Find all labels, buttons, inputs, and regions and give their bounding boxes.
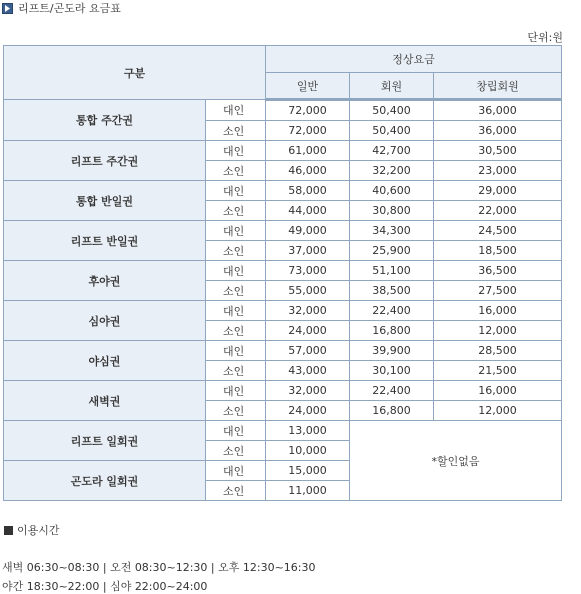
price-cell: 29,000: [434, 181, 562, 201]
age-child: 소인: [206, 481, 266, 501]
age-adult: 대인: [206, 100, 266, 121]
age-adult: 대인: [206, 261, 266, 281]
table-row: [4, 381, 562, 401]
price-cell: 11,000: [266, 481, 350, 501]
price-cell: 24,500: [434, 221, 562, 241]
page-title: 리프트/곤도라 요금표: [18, 2, 121, 15]
price-cell: 30,100: [350, 361, 434, 381]
category-header: 구분: [4, 46, 266, 100]
price-cell: 37,000: [266, 241, 350, 261]
column-header-founding-member: 창립회원: [434, 73, 562, 100]
price-cell: 27,500: [434, 281, 562, 301]
regular-fare-header: 정상요금: [266, 46, 562, 73]
price-cell: 18,500: [434, 241, 562, 261]
price-cell: 50,400: [350, 121, 434, 141]
ticket-name: 야심권: [4, 341, 206, 381]
price-cell: 23,000: [434, 161, 562, 181]
price-cell: 39,900: [350, 341, 434, 361]
price-cell: 22,400: [350, 301, 434, 321]
table-row: [4, 141, 562, 161]
table-row: [4, 100, 562, 121]
column-header-general: 일반: [266, 73, 350, 100]
no-discount-note: *할인없음: [350, 421, 562, 501]
age-adult: 대인: [206, 181, 266, 201]
price-cell: 21,500: [434, 361, 562, 381]
column-header-member: 회원: [350, 73, 434, 100]
price-cell: 42,700: [350, 141, 434, 161]
price-cell: 30,500: [434, 141, 562, 161]
unit-label: 단위:원: [527, 31, 563, 44]
ticket-name: 리프트 일회권: [4, 421, 206, 461]
price-cell: 28,500: [434, 341, 562, 361]
age-adult: 대인: [206, 421, 266, 441]
age-adult: 대인: [206, 341, 266, 361]
table-row: [4, 341, 562, 361]
age-adult: 대인: [206, 301, 266, 321]
age-child: 소인: [206, 281, 266, 301]
price-cell: 32,000: [266, 301, 350, 321]
price-cell: 12,000: [434, 321, 562, 341]
table-row: [4, 301, 562, 321]
price-cell: 16,000: [434, 301, 562, 321]
square-bullet-icon: [4, 526, 13, 535]
ticket-name: 리프트 반일권: [4, 221, 206, 261]
price-cell: 73,000: [266, 261, 350, 281]
price-cell: 16,000: [434, 381, 562, 401]
price-cell: 72,000: [266, 121, 350, 141]
age-child: 소인: [206, 401, 266, 421]
price-cell: 72,000: [266, 100, 350, 121]
table-row: [4, 421, 562, 441]
age-child: 소인: [206, 121, 266, 141]
price-cell: 43,000: [266, 361, 350, 381]
price-cell: 24,000: [266, 401, 350, 421]
page-heading: [2, 1, 121, 15]
usage-hours-line-2: 야간 18:30~22:00 | 심야 22:00~24:00: [2, 580, 208, 593]
age-adult: 대인: [206, 221, 266, 241]
price-cell: 25,900: [350, 241, 434, 261]
usage-hours-line-1: 새벽 06:30~08:30 | 오전 08:30~12:30 | 오후 12:30~16:30: [2, 561, 316, 574]
price-cell: 10,000: [266, 441, 350, 461]
price-cell: 40,600: [350, 181, 434, 201]
usage-heading: [4, 522, 60, 538]
price-cell: 36,500: [434, 261, 562, 281]
arrow-right-icon: [2, 3, 13, 14]
price-cell: 49,000: [266, 221, 350, 241]
price-cell: 24,000: [266, 321, 350, 341]
price-cell: 32,200: [350, 161, 434, 181]
price-cell: 22,400: [350, 381, 434, 401]
price-cell: 15,000: [266, 461, 350, 481]
ticket-name: 곤도라 일회권: [4, 461, 206, 501]
age-child: 소인: [206, 321, 266, 341]
age-child: 소인: [206, 441, 266, 461]
price-cell: 32,000: [266, 381, 350, 401]
age-child: 소인: [206, 241, 266, 261]
price-cell: 57,000: [266, 341, 350, 361]
ticket-name: 통합 반일권: [4, 181, 206, 221]
price-cell: 12,000: [434, 401, 562, 421]
price-cell: 36,000: [434, 100, 562, 121]
price-cell: 50,400: [350, 100, 434, 121]
price-cell: 22,000: [434, 201, 562, 221]
price-cell: 44,000: [266, 201, 350, 221]
price-cell: 13,000: [266, 421, 350, 441]
ticket-name: 심야권: [4, 301, 206, 341]
age-child: 소인: [206, 361, 266, 381]
price-cell: 46,000: [266, 161, 350, 181]
price-cell: 36,000: [434, 121, 562, 141]
price-cell: 38,500: [350, 281, 434, 301]
age-adult: 대인: [206, 381, 266, 401]
price-cell: 55,000: [266, 281, 350, 301]
price-cell: 16,800: [350, 321, 434, 341]
table-row: [4, 261, 562, 281]
price-cell: 58,000: [266, 181, 350, 201]
usage-heading-text: 이용시간: [17, 524, 60, 537]
price-cell: 61,000: [266, 141, 350, 161]
age-adult: 대인: [206, 461, 266, 481]
age-child: 소인: [206, 201, 266, 221]
price-cell: 51,100: [350, 261, 434, 281]
price-cell: 34,300: [350, 221, 434, 241]
table-row: [4, 221, 562, 241]
age-child: 소인: [206, 161, 266, 181]
price-cell: 16,800: [350, 401, 434, 421]
ticket-name: 리프트 주간권: [4, 141, 206, 181]
age-adult: 대인: [206, 141, 266, 161]
price-cell: 30,800: [350, 201, 434, 221]
fare-table: [3, 45, 562, 501]
ticket-name: 통합 주간권: [4, 100, 206, 141]
ticket-name: 후야권: [4, 261, 206, 301]
ticket-name: 새벽권: [4, 381, 206, 421]
table-row: [4, 181, 562, 201]
